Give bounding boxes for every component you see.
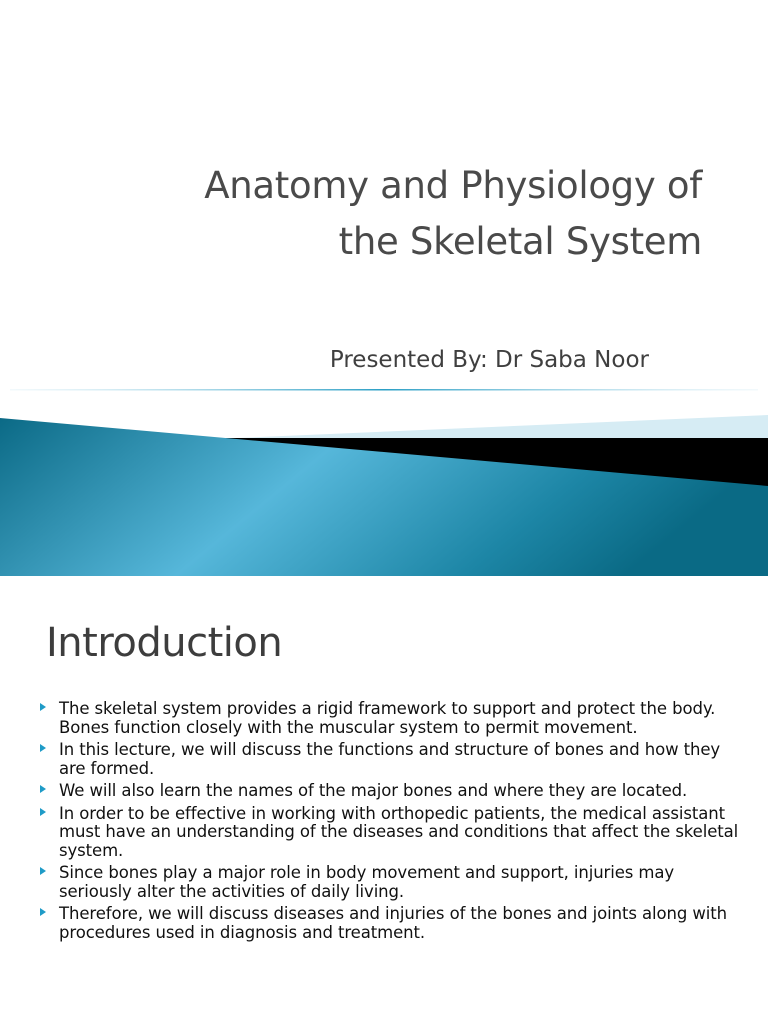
bullet-text: In this lecture, we will discuss the functions and structure of bones and how they are formed. — [59, 740, 721, 778]
bullet-text: Therefore, we will discuss diseases and injuries of the bones and joints along with procedures used in diagnosis and treatment. — [59, 904, 727, 942]
triangle-bullet-icon — [40, 744, 46, 752]
triangle-bullet-icon — [40, 867, 46, 875]
triangle-bullet-icon — [40, 908, 46, 916]
bullet-text: In order to be effective in working with orthopedic patients, the medical assistant must have an understanding of the diseases and conditions that affect the skeletal system. — [59, 803, 739, 860]
bullet-text: We will also learn the names of the major bones and where they are located. — [59, 781, 688, 800]
bullet-list — [38, 700, 744, 946]
bullet-item — [38, 782, 744, 801]
slide-heading: Introduction — [46, 620, 283, 666]
decorative-wave-band — [0, 380, 768, 576]
bullet-item — [38, 700, 744, 737]
bullet-text: The skeletal system provides a rigid framework to support and protect the body. Bones function closely with the muscular system to permit movement. — [59, 699, 716, 737]
bullet-item — [38, 864, 744, 901]
bullet-text: Since bones play a major role in body movement and support, injuries may seriously alter the activities of daily living. — [59, 863, 675, 901]
slide-subtitle: Presented By: Dr Saba Noor — [329, 347, 649, 373]
triangle-bullet-icon — [40, 703, 46, 711]
slide-title — [60, 158, 702, 270]
triangle-bullet-icon — [40, 785, 46, 793]
accent-line — [10, 389, 758, 391]
introduction-slide — [0, 576, 768, 1024]
slide-title-line-1: Anatomy and Physiology of — [204, 164, 702, 207]
triangle-bullet-icon — [40, 808, 46, 816]
slide-title-line-2: the Skeletal System — [338, 220, 702, 263]
light-stripe — [190, 415, 768, 440]
bullet-item — [38, 905, 744, 942]
bullet-item — [38, 805, 744, 861]
bullet-item — [38, 741, 744, 778]
